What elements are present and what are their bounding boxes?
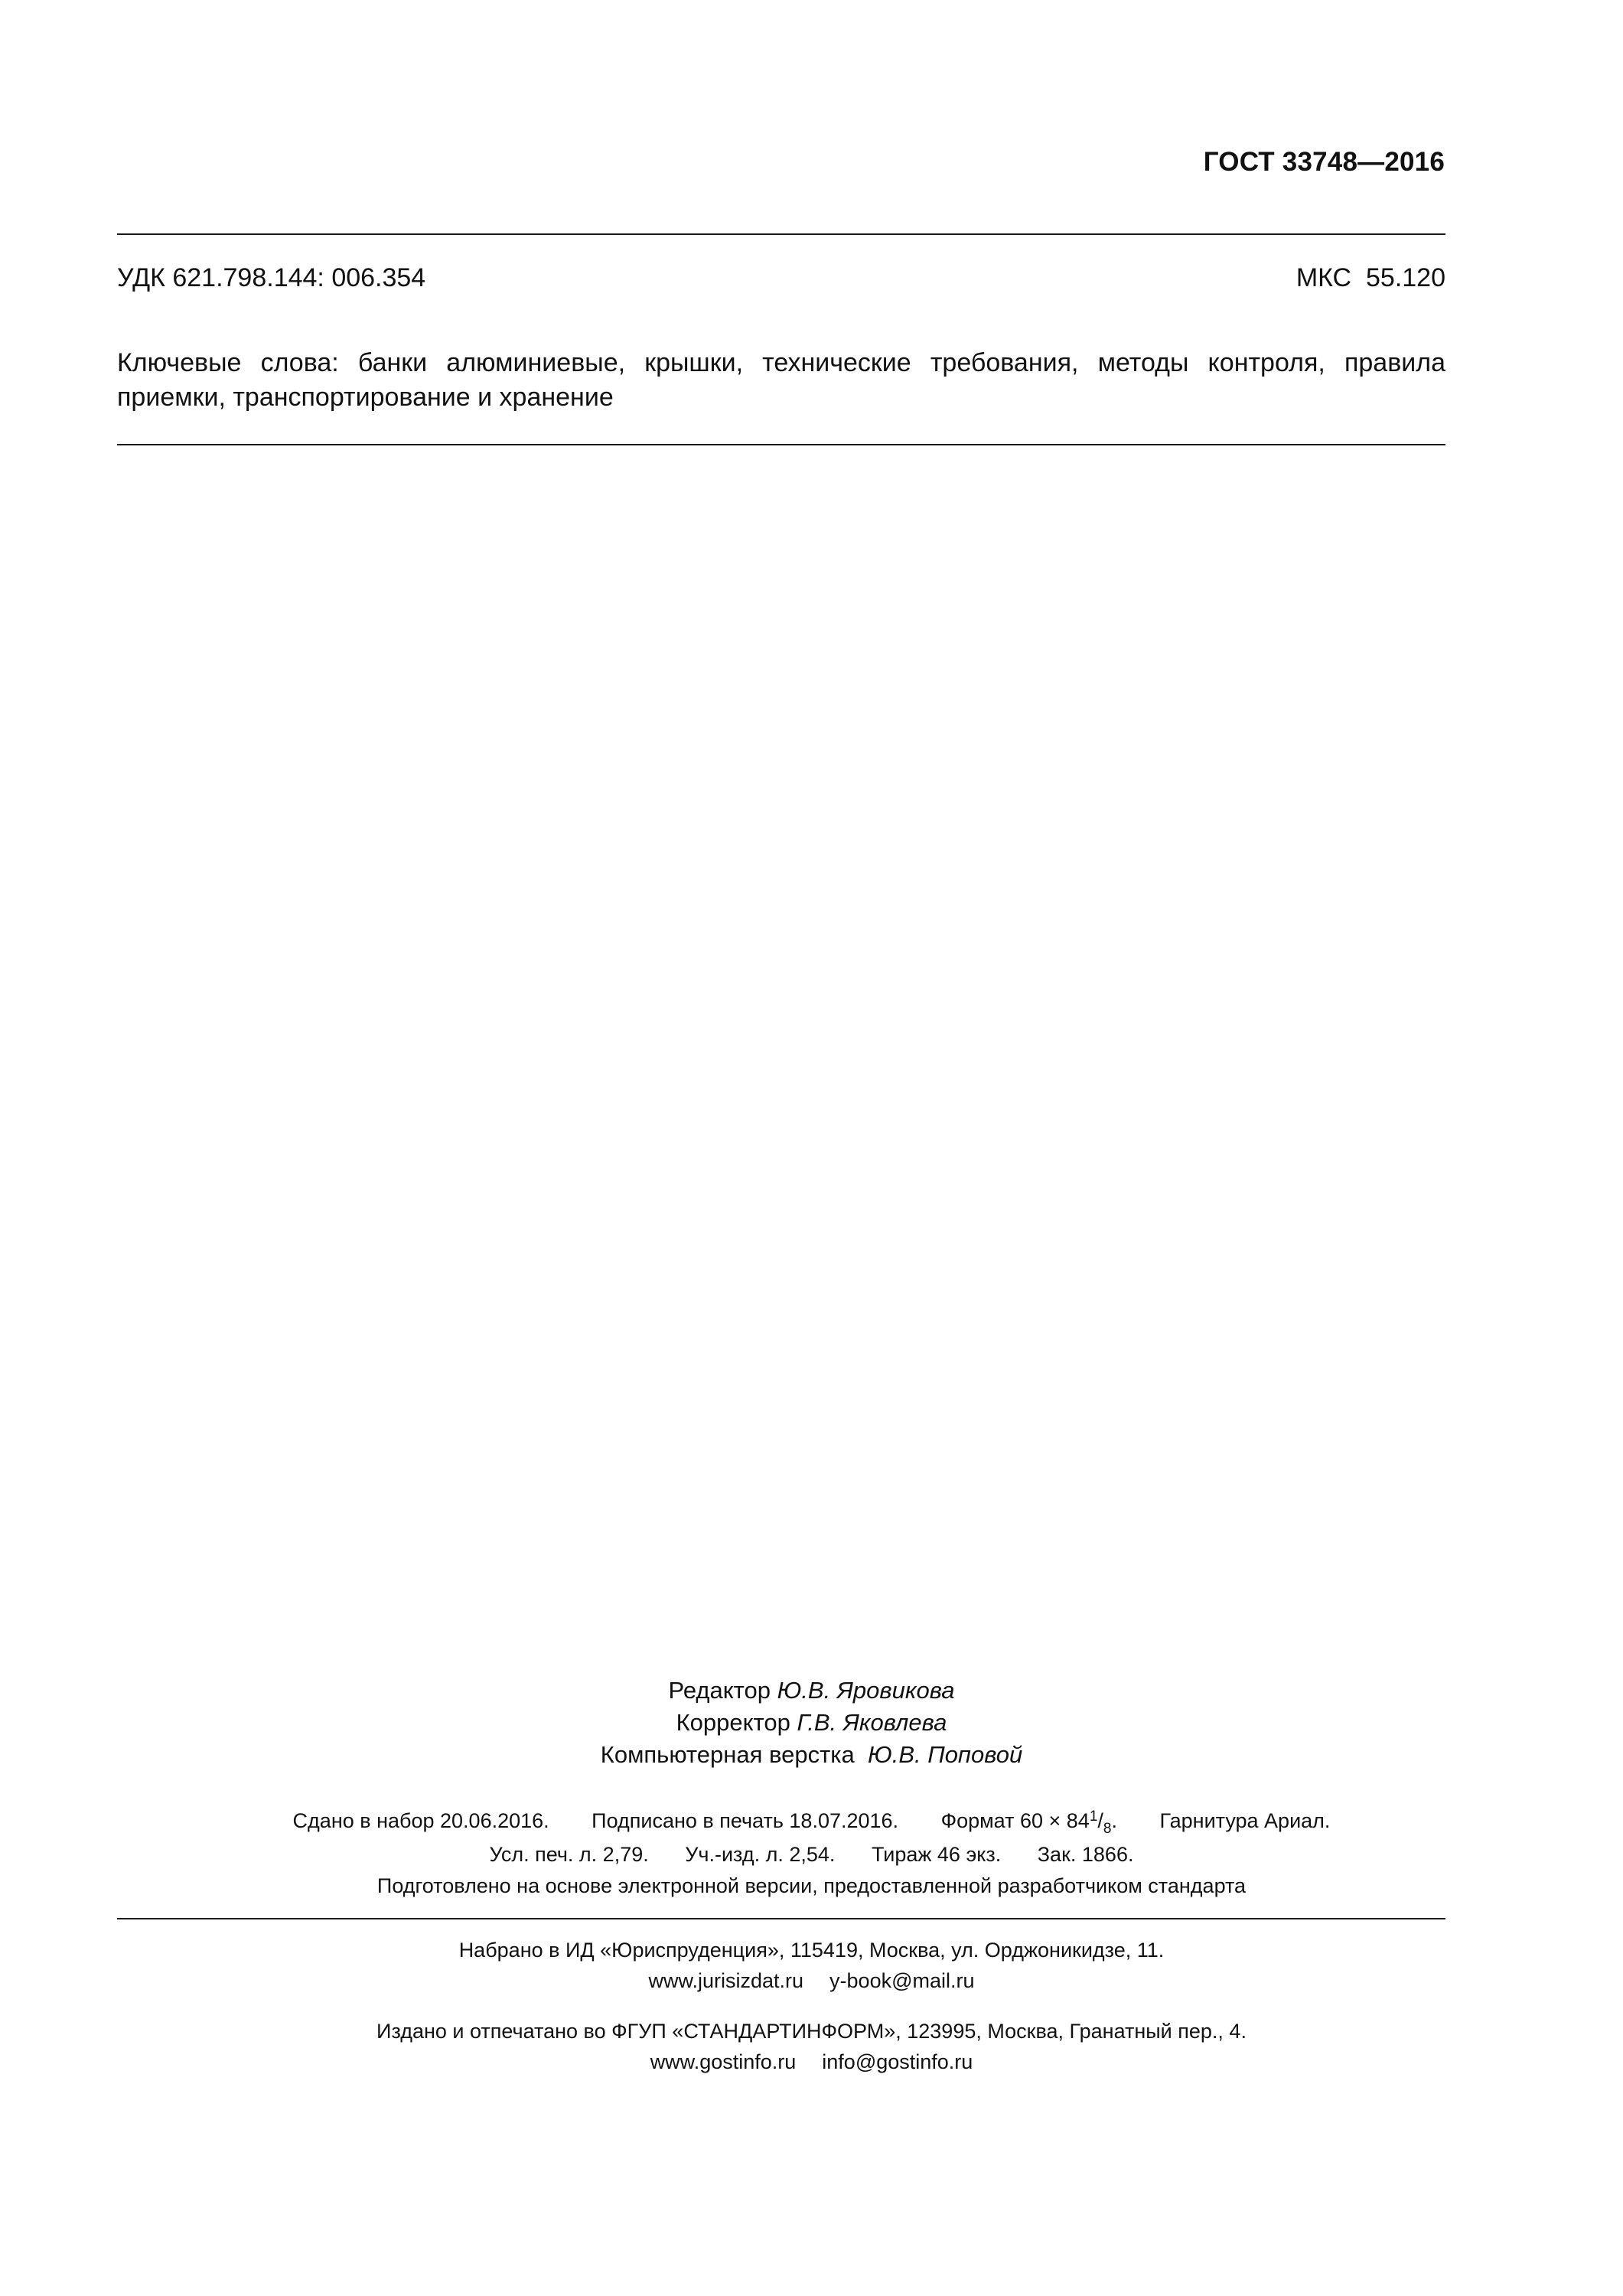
format-slash: / bbox=[1097, 1809, 1103, 1832]
format-info bbox=[940, 1808, 1117, 1837]
editor-label: Редактор bbox=[668, 1677, 771, 1704]
typesetter-email: y-book@mail.ru bbox=[829, 1969, 975, 1992]
classification-codes bbox=[117, 263, 1445, 293]
editor-name: Ю.В. Яровикова bbox=[777, 1677, 955, 1704]
divider-imprint bbox=[117, 1918, 1445, 1919]
layout-line bbox=[0, 1739, 1623, 1771]
layout-label: Компьютерная верстка bbox=[600, 1741, 855, 1768]
typeface: Гарнитура Ариал. bbox=[1159, 1809, 1331, 1832]
format-numerator: 1 bbox=[1089, 1808, 1098, 1825]
standard-number: ГОСТ 33748—2016 bbox=[1203, 147, 1445, 177]
format-denominator: 8 bbox=[1103, 1821, 1112, 1837]
printer-contacts bbox=[0, 2047, 1623, 2077]
imprint-line-1 bbox=[0, 1808, 1623, 1838]
typesetter-line: Набрано в ИД «Юриспруденция», 115419, Москва, ул. Орджоникидзе, 11. bbox=[458, 1939, 1165, 1962]
layout-name: Ю.В. Поповой bbox=[868, 1741, 1023, 1768]
printer-block bbox=[0, 2016, 1623, 2077]
corrector-name: Г.В. Яковлева bbox=[797, 1709, 947, 1736]
imprint-line-2 bbox=[0, 1843, 1623, 1867]
typeset-date: Сдано в набор 20.06.2016. bbox=[292, 1809, 549, 1832]
format-prefix: Формат 60 × 84 bbox=[940, 1809, 1090, 1832]
order-number: Зак. 1866. bbox=[1037, 1843, 1134, 1866]
signed-date: Подписано в печать 18.07.2016. bbox=[592, 1809, 899, 1832]
corrector-label: Корректор bbox=[676, 1709, 790, 1736]
print-sheets: Усл. печ. л. 2,79. bbox=[489, 1843, 649, 1866]
circulation: Тираж 46 экз. bbox=[871, 1843, 1002, 1866]
printer-line: Издано и отпечатано во ФГУП «СТАНДАРТИНФОРМ», 123995, Москва, Гранатный пер., 4. bbox=[376, 2020, 1247, 2043]
format-suffix: . bbox=[1111, 1809, 1117, 1832]
keywords-paragraph: Ключевые слова: банки алюминиевые, крышки, технические требования, методы контроля, правила приемки, транспортирование и хранение bbox=[117, 348, 1445, 412]
printer-website: www.gostinfo.ru bbox=[650, 2050, 797, 2073]
divider-keywords bbox=[117, 444, 1445, 445]
udk-code: УДК 621.798.144: 006.354 bbox=[117, 263, 426, 292]
typesetter-website: www.jurisizdat.ru bbox=[648, 1969, 804, 1992]
typesetter-contacts bbox=[0, 1965, 1623, 1996]
publication-sheets: Уч.-изд. л. 2,54. bbox=[685, 1843, 836, 1866]
divider-top bbox=[117, 233, 1445, 235]
typesetter-block bbox=[0, 1935, 1623, 1996]
printer-email: info@gostinfo.ru bbox=[822, 2050, 973, 2073]
credits-block bbox=[0, 1675, 1623, 1771]
editor-line bbox=[0, 1675, 1623, 1707]
corrector-line bbox=[0, 1707, 1623, 1739]
prepared-note: Подготовлено на основе электронной версии, предоставленной разработчиком стандарта bbox=[376, 1874, 1247, 1897]
mks-code: МКС 55.120 bbox=[1295, 263, 1445, 292]
